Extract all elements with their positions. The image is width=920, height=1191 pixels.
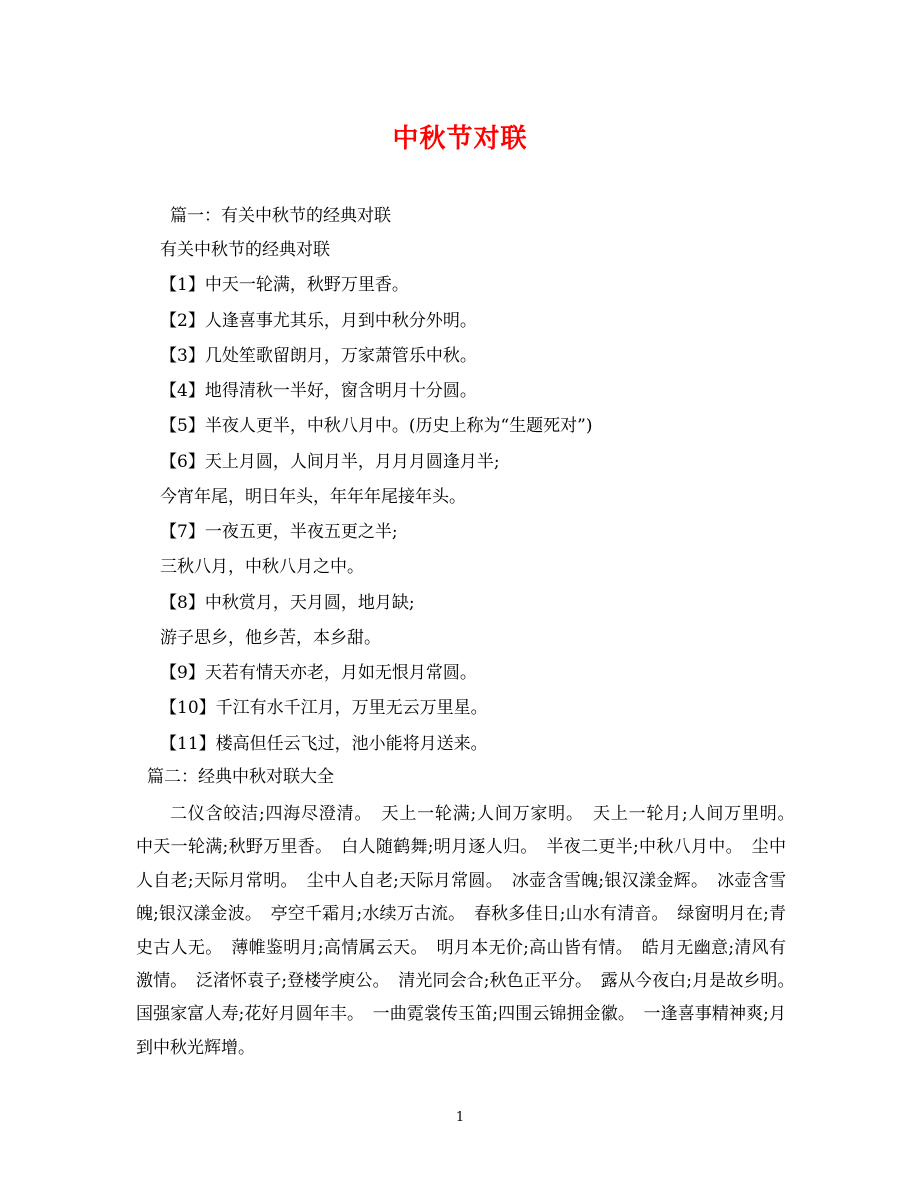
couplet-paragraph: 二仪含皎洁;四海尽澄清。 天上一轮满;人间万家明。 天上一轮月;人间万里明。 中天一轮满;秋野万里香。 白人随鹤舞;明月逐人归。 半夜二更半;中秋八月中。 尘中人自老;天际月常明。 尘中人自老;天际月常圆。 冰壶含雪魄;银汉漾金辉。 冰壶含雪魄;银汉漾金波。 亭空千霜月;水续万古流。 春秋多佳日;山水有清音。 绿窗明月在;青史古人无。 薄帷鉴明月;高情属云天。 明月本无价;高山皆有情。 皓月无幽意;清风有激情。 泛渚怀袁子;登楼学庾公。 清光同会合;秋色正平分。 露从今夜白;月是故乡明。 国强家富人寿;花好月圆年丰。 一曲霓裳传玉笛;四围云锦拥金徽。 一逢喜事精神爽;月到中秋光辉增。 <box>136 804 803 1058</box>
couplet-line: 【8】中秋赏月，天月圆，地月缺; <box>160 593 415 613</box>
couplet-line: 【1】中天一轮满，秋野万里香。 <box>160 275 409 295</box>
page-number: 1 <box>455 1110 465 1125</box>
couplet-line: 【9】天若有情天亦老，月如无恨月常圆。 <box>160 663 477 683</box>
couplet-line: 游子思乡，他乡苦，本乡甜。 <box>160 628 381 648</box>
subheading: 有关中秋节的经典对联 <box>160 240 330 260</box>
couplet-line: 【4】地得清秋一半好，窗含明月十分圆。 <box>160 381 477 401</box>
couplet-line: 【5】半夜人更半，中秋八月中。(历史上称为“生题死对”) <box>160 416 593 436</box>
section-heading-2: 篇二：经典中秋对联大全 <box>147 767 334 787</box>
couplet-line: 【2】人逢喜事尤其乐，月到中秋分外明。 <box>160 311 477 331</box>
couplet-line: 今宵年尾，明日年头，年年年尾接年头。 <box>160 487 466 507</box>
couplet-line: 【7】一夜五更，半夜五更之半; <box>160 522 398 542</box>
couplet-line: 三秋八月，中秋八月之中。 <box>160 557 364 577</box>
document-title: 中秋节对联 <box>392 124 528 154</box>
couplet-line: 【3】几处笙歌留朗月，万家萧管乐中秋。 <box>160 346 477 366</box>
couplet-line: 【11】楼高但任云飞过，池小能将月送来。 <box>160 734 488 754</box>
section-heading-1: 篇一：有关中秋节的经典对联 <box>170 206 391 226</box>
couplet-line: 【6】天上月圆，人间月半，月月月圆逢月半; <box>160 452 500 472</box>
couplet-line: 【10】千江有水千江月，万里无云万里星。 <box>160 698 488 718</box>
